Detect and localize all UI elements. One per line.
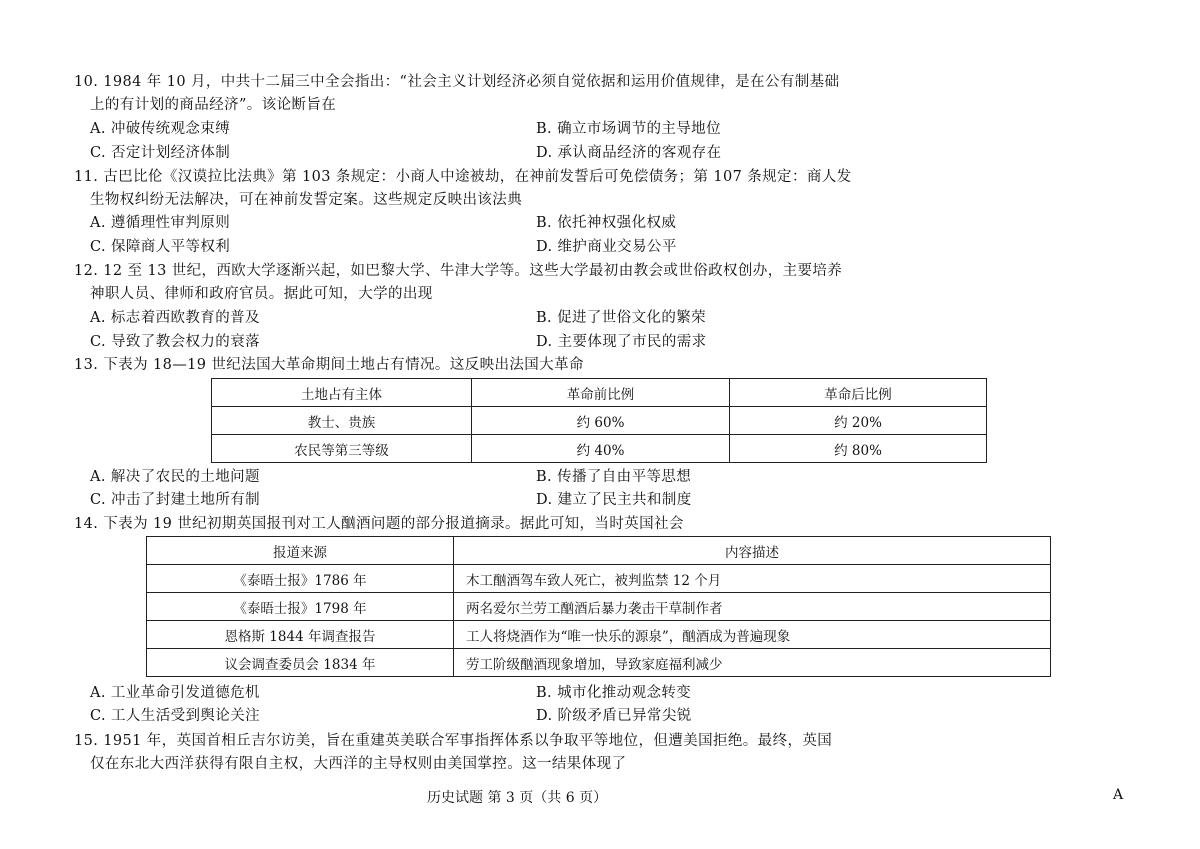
table-row: [147, 621, 1051, 649]
q14-stem: 14. 下表为 19 世纪初期英国报刊对工人酗酒问题的部分报道摘录。据此可知，当时英国社会: [74, 516, 684, 532]
q13-header-before: 革命前比例: [472, 379, 730, 407]
q14-cell-source: 《泰晤士报》1798 年: [147, 593, 454, 621]
q15-stem-line1: 15. 1951 年，英国首相丘吉尔访美，旨在重建英美联合军事指挥体系以争取平等地位，但遭美国拒绝。最终，英国: [74, 733, 833, 749]
page-footer-label: 历史试题 第 3 页（共 6 页）: [427, 790, 608, 806]
q10-option-d: D. 承认商品经济的客观存在: [536, 145, 722, 161]
q10-option-a: A. 冲破传统观念束缚: [90, 121, 231, 137]
table-row: [147, 565, 1051, 593]
q12-option-a: A. 标志着西欧教育的普及: [90, 310, 260, 326]
q12-stem-line1: 12. 12 至 13 世纪，西欧大学逐渐兴起，如巴黎大学、牛津大学等。这些大学最初由教会或世俗政权创办，主要培养: [74, 263, 843, 279]
q13-header-after: 革命后比例: [730, 379, 987, 407]
q13-cell: 约 40%: [472, 435, 730, 463]
q15-stem-line2: 仅在东北大西洋获得有限自主权，大西洋的主导权则由美国掌控。这一结果体现了: [90, 756, 627, 772]
table-row: [212, 435, 987, 463]
paper-type-mark: A: [1113, 787, 1124, 803]
q14-cell-content: 木工酗酒驾车致人死亡，被判监禁 12 个月: [454, 565, 1051, 593]
q11-stem-line1: 11. 古巴比伦《汉谟拉比法典》第 103 条规定：小商人中途被劫，在神前发誓后可免偿债务；第 107 条规定：商人发: [74, 169, 852, 185]
q10-option-c: C. 否定计划经济体制: [90, 145, 231, 161]
q13-header-subject: 土地占有主体: [212, 379, 472, 407]
q11-option-a: A. 遵循理性审判原则: [90, 215, 231, 231]
q10-stem-line1: 10. 1984 年 10 月，中共十二届三中全会指出：“社会主义计划经济必须自觉依据和运用价值规律，是在公有制基础: [74, 74, 840, 90]
q14-cell-content: 两名爱尔兰劳工酗酒后暴力袭击干草制作者: [454, 593, 1051, 621]
table-row: [212, 407, 987, 435]
q14-cell-source: 恩格斯 1844 年调查报告: [147, 621, 454, 649]
q13-option-b: B. 传播了自由平等思想: [536, 469, 692, 485]
q11-option-b: B. 依托神权强化权威: [536, 215, 677, 231]
q13-cell: 约 80%: [730, 435, 987, 463]
q14-option-c: C. 工人生活受到舆论关注: [90, 708, 260, 724]
q14-table: [146, 536, 1051, 677]
q12-option-c: C. 导致了教会权力的衰落: [90, 334, 260, 350]
q10-option-b: B. 确立市场调节的主导地位: [536, 121, 721, 137]
q11-option-c: C. 保障商人平等权利: [90, 239, 231, 255]
q12-stem-line2: 神职人员、律师和政府官员。据此可知，大学的出现: [90, 286, 433, 302]
q13-cell: 约 60%: [472, 407, 730, 435]
q11-stem-line2: 生物权纠纷无法解决，可在神前发誓定案。这些规定反映出该法典: [90, 192, 523, 208]
q14-cell-source: 议会调查委员会 1834 年: [147, 649, 454, 677]
q13-cell: 约 20%: [730, 407, 987, 435]
q14-cell-source: 《泰晤士报》1786 年: [147, 565, 454, 593]
q10-stem-line2: 上的有计划的商品经济”。该论断旨在: [90, 97, 337, 113]
q14-option-d: D. 阶级矛盾已异常尖锐: [536, 708, 692, 724]
q13-cell: 教士、贵族: [212, 407, 472, 435]
q14-cell-content: 劳工阶级酗酒现象增加，导致家庭福利减少: [454, 649, 1051, 677]
q11-option-d: D. 维护商业交易公平: [536, 239, 677, 255]
table-row: [147, 649, 1051, 677]
q14-option-b: B. 城市化推动观念转变: [536, 685, 692, 701]
q13-option-c: C. 冲击了封建土地所有制: [90, 492, 260, 508]
q14-table-header-row: [147, 537, 1051, 565]
q12-option-d: D. 主要体现了市民的需求: [536, 334, 707, 350]
q14-header-source: 报道来源: [147, 537, 454, 565]
q13-option-a: A. 解决了农民的土地问题: [90, 469, 260, 485]
q12-option-b: B. 促进了世俗文化的繁荣: [536, 310, 707, 326]
q14-option-a: A. 工业革命引发道德危机: [90, 685, 260, 701]
q13-table-header-row: [212, 379, 987, 407]
table-row: [147, 593, 1051, 621]
q13-cell: 农民等第三等级: [212, 435, 472, 463]
q14-cell-content: 工人将烧酒作为“唯一快乐的源泉”，酗酒成为普遍现象: [454, 621, 1051, 649]
q14-header-content: 内容描述: [454, 537, 1051, 565]
q13-stem: 13. 下表为 18—19 世纪法国大革命期间土地占有情况。这反映出法国大革命: [74, 357, 584, 373]
q13-option-d: D. 建立了民主共和制度: [536, 492, 692, 508]
q13-table: [211, 378, 987, 463]
